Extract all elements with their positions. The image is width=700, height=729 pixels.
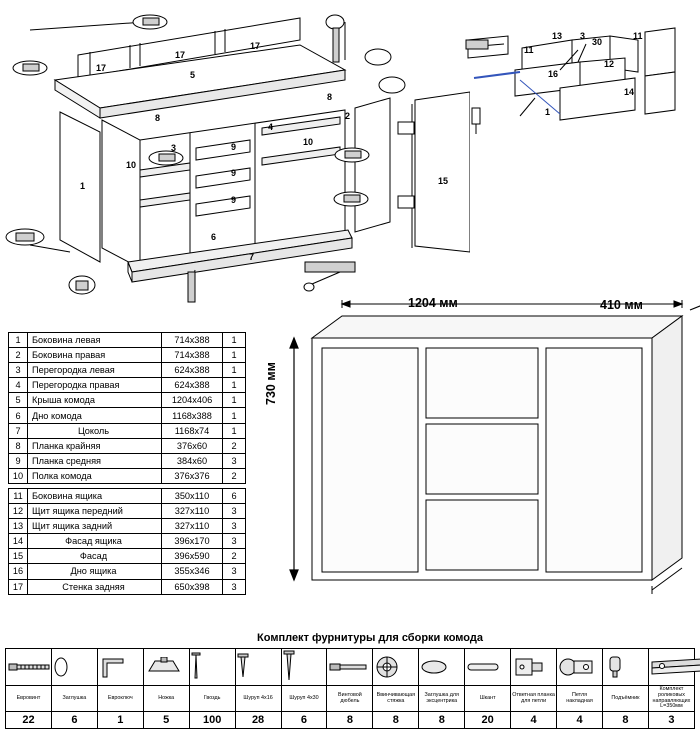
part-name: Дно комода xyxy=(28,408,162,423)
table-row xyxy=(9,408,246,423)
part-qty: 1 xyxy=(223,423,246,438)
callout-number: 1 xyxy=(80,181,86,191)
screw-4x30-icon xyxy=(281,649,327,686)
part-qty: 3 xyxy=(223,504,246,519)
dimensioned-product-view xyxy=(260,290,700,630)
part-qty: 1 xyxy=(223,363,246,378)
table-row xyxy=(9,579,246,594)
hardware-label: Шуруп 4x16 xyxy=(235,686,281,712)
hardware-kit-table xyxy=(5,648,695,729)
part-size: 624x388 xyxy=(162,378,223,393)
hardware-label: Шкант xyxy=(465,686,511,712)
part-size: 650x398 xyxy=(162,579,223,594)
callout-number: 17 xyxy=(250,41,261,51)
part-size: 384x60 xyxy=(162,453,223,468)
euro-screw-icon xyxy=(6,649,52,686)
part-qty: 6 xyxy=(223,488,246,503)
part-qty: 3 xyxy=(223,534,246,549)
hardware-count: 8 xyxy=(419,712,465,729)
part-name: Боковина правая xyxy=(28,348,162,363)
part-number: 7 xyxy=(9,423,28,438)
callout-number: 5 xyxy=(190,70,196,80)
part-number: 4 xyxy=(9,378,28,393)
depth-dimension-label: 410 мм xyxy=(600,298,643,312)
part-name: Щит ящика задний xyxy=(28,519,162,534)
screw-4x16-icon xyxy=(235,649,281,686)
dowel-icon xyxy=(327,649,373,686)
dowel-pin-icon xyxy=(465,649,511,686)
part-name: Стенка задняя xyxy=(28,579,162,594)
part-qty: 1 xyxy=(223,348,246,363)
part-qty: 3 xyxy=(223,579,246,594)
hardware-count: 8 xyxy=(602,712,648,729)
callout-number: 7 xyxy=(249,252,255,262)
nail-icon xyxy=(189,649,235,686)
part-name: Фасад ящика xyxy=(28,534,162,549)
part-number: 6 xyxy=(9,408,28,423)
part-number: 9 xyxy=(9,453,28,468)
table-row xyxy=(9,564,246,579)
part-number: 16 xyxy=(9,564,28,579)
part-name: Цоколь xyxy=(28,423,162,438)
hardware-count: 4 xyxy=(511,712,557,729)
callout-number: 30 xyxy=(592,37,603,47)
callout-number: 10 xyxy=(126,160,137,170)
part-name: Боковина левая xyxy=(28,333,162,348)
leg-icon xyxy=(143,649,189,686)
part-size: 327x110 xyxy=(162,504,223,519)
hardware-label: Петля накладная xyxy=(557,686,603,712)
callout-number: 9 xyxy=(231,195,237,205)
part-size: 327x110 xyxy=(162,519,223,534)
part-name: Планка средняя xyxy=(28,453,162,468)
part-number: 13 xyxy=(9,519,28,534)
hardware-count: 8 xyxy=(327,712,373,729)
hardware-label: Заглушка для эксцентрика xyxy=(419,686,465,712)
part-size: 396x590 xyxy=(162,549,223,564)
callout-number: 11 xyxy=(633,31,643,41)
part-qty: 2 xyxy=(223,468,246,483)
part-name: Дно ящика xyxy=(28,564,162,579)
callout-number: 14 xyxy=(624,87,635,97)
exploded-view-diagram xyxy=(0,0,470,320)
hardware-label: Ввинчивающая стяжка xyxy=(373,686,419,712)
part-name: Полка комода xyxy=(28,468,162,483)
part-size: 355x346 xyxy=(162,564,223,579)
width-dimension-label: 1204 мм xyxy=(408,296,458,310)
hinge-icon xyxy=(557,649,603,686)
euro-key-icon xyxy=(97,649,143,686)
table-row xyxy=(9,348,246,363)
part-qty: 3 xyxy=(223,564,246,579)
table-row xyxy=(9,488,246,503)
callout-number: 3 xyxy=(580,31,586,41)
callout-number: 1 xyxy=(545,107,551,117)
part-name: Перегородка левая xyxy=(28,363,162,378)
callout-number: 17 xyxy=(96,63,107,73)
table-row xyxy=(9,534,246,549)
hardware-count: 4 xyxy=(557,712,603,729)
table-row xyxy=(9,468,246,483)
part-qty: 1 xyxy=(223,393,246,408)
part-qty: 2 xyxy=(223,438,246,453)
part-size: 376x376 xyxy=(162,468,223,483)
hardware-count: 22 xyxy=(6,712,52,729)
part-qty: 3 xyxy=(223,453,246,468)
eccentric-cap-icon xyxy=(419,649,465,686)
callout-number: 17 xyxy=(175,50,186,60)
height-dimension-label: 730 мм xyxy=(264,362,278,405)
part-number: 5 xyxy=(9,393,28,408)
hardware-count: 8 xyxy=(373,712,419,729)
callout-number: 10 xyxy=(303,137,314,147)
hardware-count: 5 xyxy=(143,712,189,729)
table-row xyxy=(9,393,246,408)
table-row xyxy=(9,504,246,519)
parts-table xyxy=(8,332,246,595)
hardware-label: Ответная планка для петли xyxy=(511,686,557,712)
part-qty: 2 xyxy=(223,549,246,564)
part-number: 8 xyxy=(9,438,28,453)
hardware-label: Евровинт xyxy=(6,686,52,712)
part-number: 12 xyxy=(9,504,28,519)
hardware-label: Заглушка xyxy=(51,686,97,712)
callout-number: 13 xyxy=(552,31,563,41)
eccentric-coupling-icon xyxy=(373,649,419,686)
part-size: 1168x388 xyxy=(162,408,223,423)
part-number: 17 xyxy=(9,579,28,594)
part-size: 1168x74 xyxy=(162,423,223,438)
callout-number: 9 xyxy=(231,168,237,178)
cap-icon xyxy=(51,649,97,686)
callout-number: 6 xyxy=(211,232,217,242)
callout-number: 4 xyxy=(268,122,274,132)
hardware-count: 28 xyxy=(235,712,281,729)
part-qty: 1 xyxy=(223,378,246,393)
part-qty: 1 xyxy=(223,408,246,423)
part-qty: 3 xyxy=(223,519,246,534)
part-size: 376x60 xyxy=(162,438,223,453)
part-size: 624x388 xyxy=(162,363,223,378)
part-size: 1204x406 xyxy=(162,393,223,408)
hardware-label: Шуруп 4x30 xyxy=(281,686,327,712)
part-number: 11 xyxy=(9,488,28,503)
hardware-count: 1 xyxy=(97,712,143,729)
callout-number: 15 xyxy=(438,176,449,186)
callout-number: 8 xyxy=(155,113,161,123)
hardware-label: Винтовой дюбель xyxy=(327,686,373,712)
callout-number: 12 xyxy=(604,59,615,69)
table-row xyxy=(9,378,246,393)
hardware-label: Подъёмник xyxy=(602,686,648,712)
hardware-label: Ножка xyxy=(143,686,189,712)
part-name: Щит ящика передний xyxy=(28,504,162,519)
hardware-count: 100 xyxy=(189,712,235,729)
table-row xyxy=(9,363,246,378)
callout-number: 3 xyxy=(171,143,177,153)
part-size: 396x170 xyxy=(162,534,223,549)
hardware-kit-title: Комплект фурнитуры для сборки комода xyxy=(257,632,483,644)
hinge-plate-icon xyxy=(511,649,557,686)
part-number: 14 xyxy=(9,534,28,549)
hardware-count: 3 xyxy=(648,712,694,729)
part-number: 10 xyxy=(9,468,28,483)
part-name: Крыша комода xyxy=(28,393,162,408)
part-size: 714x388 xyxy=(162,348,223,363)
part-size: 350x110 xyxy=(162,488,223,503)
part-size: 714x388 xyxy=(162,333,223,348)
part-name: Фасад xyxy=(28,549,162,564)
hardware-label: Евроключ xyxy=(97,686,143,712)
drawer-detail-diagram xyxy=(460,10,695,140)
callout-number: 11 xyxy=(524,45,534,55)
callout-number: 8 xyxy=(327,92,333,102)
hardware-count: 6 xyxy=(51,712,97,729)
slide-rail-icon xyxy=(648,649,694,686)
lift-icon xyxy=(602,649,648,686)
part-number: 15 xyxy=(9,549,28,564)
part-number: 1 xyxy=(9,333,28,348)
part-number: 3 xyxy=(9,363,28,378)
part-name: Перегородка правая xyxy=(28,378,162,393)
callout-number: 9 xyxy=(231,142,237,152)
hardware-count: 6 xyxy=(281,712,327,729)
part-name: Боковина ящика xyxy=(28,488,162,503)
hardware-count: 20 xyxy=(465,712,511,729)
table-row xyxy=(9,423,246,438)
table-row xyxy=(9,549,246,564)
part-name: Планка крайняя xyxy=(28,438,162,453)
table-row xyxy=(9,453,246,468)
table-row xyxy=(9,519,246,534)
table-row xyxy=(9,438,246,453)
callout-number: 2 xyxy=(345,111,351,121)
table-row xyxy=(9,333,246,348)
hardware-label: Комплект роликовых направляющих L=350мм xyxy=(648,686,694,712)
callout-number: 16 xyxy=(548,69,559,79)
part-number: 2 xyxy=(9,348,28,363)
hardware-label: Гвоздь xyxy=(189,686,235,712)
part-qty: 1 xyxy=(223,333,246,348)
